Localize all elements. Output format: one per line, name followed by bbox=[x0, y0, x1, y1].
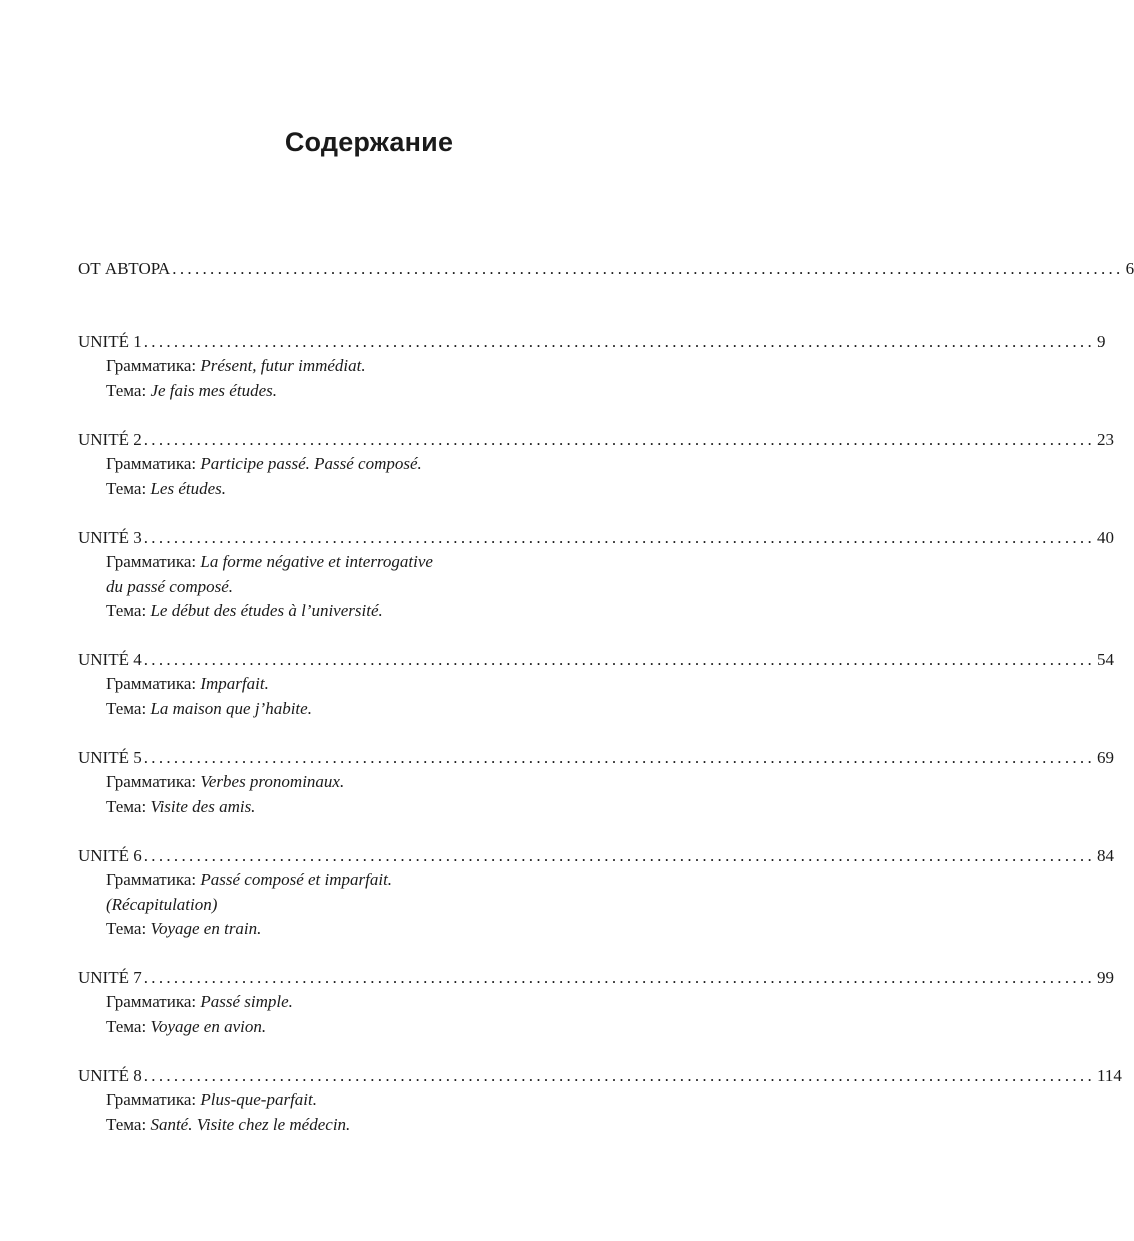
line-prefix: Тема: bbox=[106, 1114, 151, 1134]
toc-entry-label: UNITÉ 2 bbox=[78, 430, 142, 449]
toc-entry-unite-7[interactable] bbox=[78, 966, 1115, 1039]
line-text: (Récapitulation) bbox=[106, 894, 218, 914]
toc-entry-unite-4[interactable] bbox=[78, 648, 1115, 721]
toc-entry-label: UNITÉ 3 bbox=[78, 528, 142, 547]
dot-leader: .............................................................................................................................. bbox=[143, 968, 1096, 987]
toc-theme-line bbox=[78, 1113, 658, 1138]
line-text: Présent, futur immédiat. bbox=[200, 356, 366, 375]
line-text: Imparfait. bbox=[200, 674, 269, 693]
line-text: Passé simple. bbox=[200, 992, 293, 1011]
toc-entry-header bbox=[78, 330, 1106, 354]
toc-page-number: 99 bbox=[1097, 968, 1115, 987]
toc-grammar-line bbox=[78, 990, 658, 1015]
line-text: La forme négative et interrogative bbox=[200, 552, 433, 571]
toc-grammar-line bbox=[78, 452, 658, 477]
line-prefix: Грамматика: bbox=[106, 454, 201, 473]
line-prefix: Тема: bbox=[106, 601, 151, 620]
line-prefix: Грамматика: bbox=[106, 674, 201, 693]
toc-grammar-line bbox=[78, 672, 658, 697]
line-prefix: Тема: bbox=[106, 796, 151, 816]
line-prefix: Грамматика: bbox=[106, 772, 201, 791]
toc-grammar-line bbox=[78, 770, 658, 795]
toc-page-number: 40 bbox=[1097, 528, 1115, 547]
toc-entry-label: ОТ АВТОРА bbox=[78, 259, 171, 278]
toc-theme-line bbox=[78, 599, 658, 624]
toc-entry-label: UNITÉ 6 bbox=[78, 846, 142, 865]
toc-page-number: 114 bbox=[1097, 1066, 1122, 1085]
toc-entry-unite-6[interactable] bbox=[78, 844, 1115, 942]
line-prefix: Тема: bbox=[106, 380, 151, 400]
toc-entry-header bbox=[78, 844, 1115, 868]
toc-grammar-line bbox=[78, 1088, 658, 1113]
toc-entry-unite-5[interactable] bbox=[78, 746, 1115, 819]
toc-page-number: 6 bbox=[1125, 259, 1134, 278]
page-title: Содержание bbox=[284, 127, 454, 157]
line-text: Je fais mes études. bbox=[150, 380, 277, 400]
toc-entry-header bbox=[78, 428, 1115, 452]
toc-entry-header bbox=[78, 257, 1134, 281]
line-prefix: Тема: bbox=[106, 478, 151, 498]
line-text: du passé composé. bbox=[106, 576, 234, 596]
toc-entry-label: UNITÉ 8 bbox=[78, 1066, 142, 1085]
line-prefix: Грамматика: bbox=[106, 1090, 201, 1109]
toc-entry-header bbox=[78, 648, 1115, 672]
line-text: Les études. bbox=[150, 478, 226, 498]
dot-leader: .............................................................................................................................. bbox=[143, 846, 1096, 865]
line-text: Passé composé et imparfait. bbox=[200, 870, 393, 889]
toc-entry-header bbox=[78, 1064, 1122, 1088]
line-text: La maison que j’habite. bbox=[150, 698, 312, 718]
toc-entry-unite-8[interactable] bbox=[78, 1064, 1122, 1137]
toc-grammar-line bbox=[78, 354, 658, 379]
dot-leader: .............................................................................................................................. bbox=[143, 1066, 1096, 1085]
toc-entry-header bbox=[78, 526, 1115, 550]
line-prefix: Тема: bbox=[106, 1016, 151, 1036]
toc-grammar-continuation bbox=[78, 893, 658, 918]
toc-grammar-line bbox=[78, 868, 658, 893]
toc-grammar-continuation bbox=[78, 575, 658, 600]
toc-entry-label: UNITÉ 1 bbox=[78, 332, 142, 351]
line-prefix: Грамматика: bbox=[106, 356, 201, 375]
toc-page-number: 69 bbox=[1097, 748, 1115, 767]
toc-entry-unite-3[interactable] bbox=[78, 526, 1115, 624]
line-prefix: Грамматика: bbox=[106, 552, 201, 571]
toc-theme-line bbox=[78, 917, 658, 942]
toc-theme-line bbox=[78, 697, 658, 722]
line-text: Visite des amis. bbox=[150, 796, 256, 816]
toc-entry-label: UNITÉ 7 bbox=[78, 968, 142, 987]
toc-entry-unite-2[interactable] bbox=[78, 428, 1115, 501]
toc-theme-line bbox=[78, 1015, 658, 1040]
toc-page-number: 84 bbox=[1097, 846, 1115, 865]
line-text: Santé. Visite chez le médecin. bbox=[150, 1114, 351, 1134]
line-text: Voyage en avion. bbox=[150, 1016, 267, 1036]
toc-page-number: 23 bbox=[1097, 430, 1115, 449]
line-prefix: Тема: bbox=[106, 919, 151, 938]
line-text: Plus-que-parfait. bbox=[200, 1090, 317, 1109]
toc-theme-line bbox=[78, 477, 658, 502]
dot-leader: .............................................................................................................................. bbox=[143, 748, 1096, 767]
dot-leader: .............................................................................................................................. bbox=[172, 259, 1124, 278]
toc-grammar-line bbox=[78, 550, 658, 575]
line-text: Le début des études à l’université. bbox=[150, 601, 383, 620]
toc-entry-label: UNITÉ 4 bbox=[78, 650, 142, 669]
toc-entry-unite-1[interactable] bbox=[78, 330, 1106, 403]
dot-leader: .............................................................................................................................. bbox=[143, 332, 1096, 351]
dot-leader: .............................................................................................................................. bbox=[143, 430, 1096, 449]
toc-entry-label: UNITÉ 5 bbox=[78, 748, 142, 767]
toc-entry-header bbox=[78, 966, 1115, 990]
toc-entry-author[interactable] bbox=[78, 257, 1134, 281]
line-text: Voyage en train. bbox=[150, 919, 262, 938]
line-text: Verbes pronominaux. bbox=[200, 772, 345, 791]
toc-page-number: 54 bbox=[1097, 650, 1115, 669]
toc-theme-line bbox=[78, 795, 658, 820]
line-prefix: Грамматика: bbox=[106, 870, 201, 889]
toc-page-number: 9 bbox=[1097, 332, 1106, 351]
line-prefix: Грамматика: bbox=[106, 992, 201, 1011]
dot-leader: .............................................................................................................................. bbox=[143, 528, 1096, 547]
line-text: Participe passé. Passé composé. bbox=[200, 454, 422, 473]
toc-theme-line bbox=[78, 379, 658, 404]
dot-leader: .............................................................................................................................. bbox=[143, 650, 1096, 669]
toc-entry-header bbox=[78, 746, 1115, 770]
line-prefix: Тема: bbox=[106, 698, 151, 718]
